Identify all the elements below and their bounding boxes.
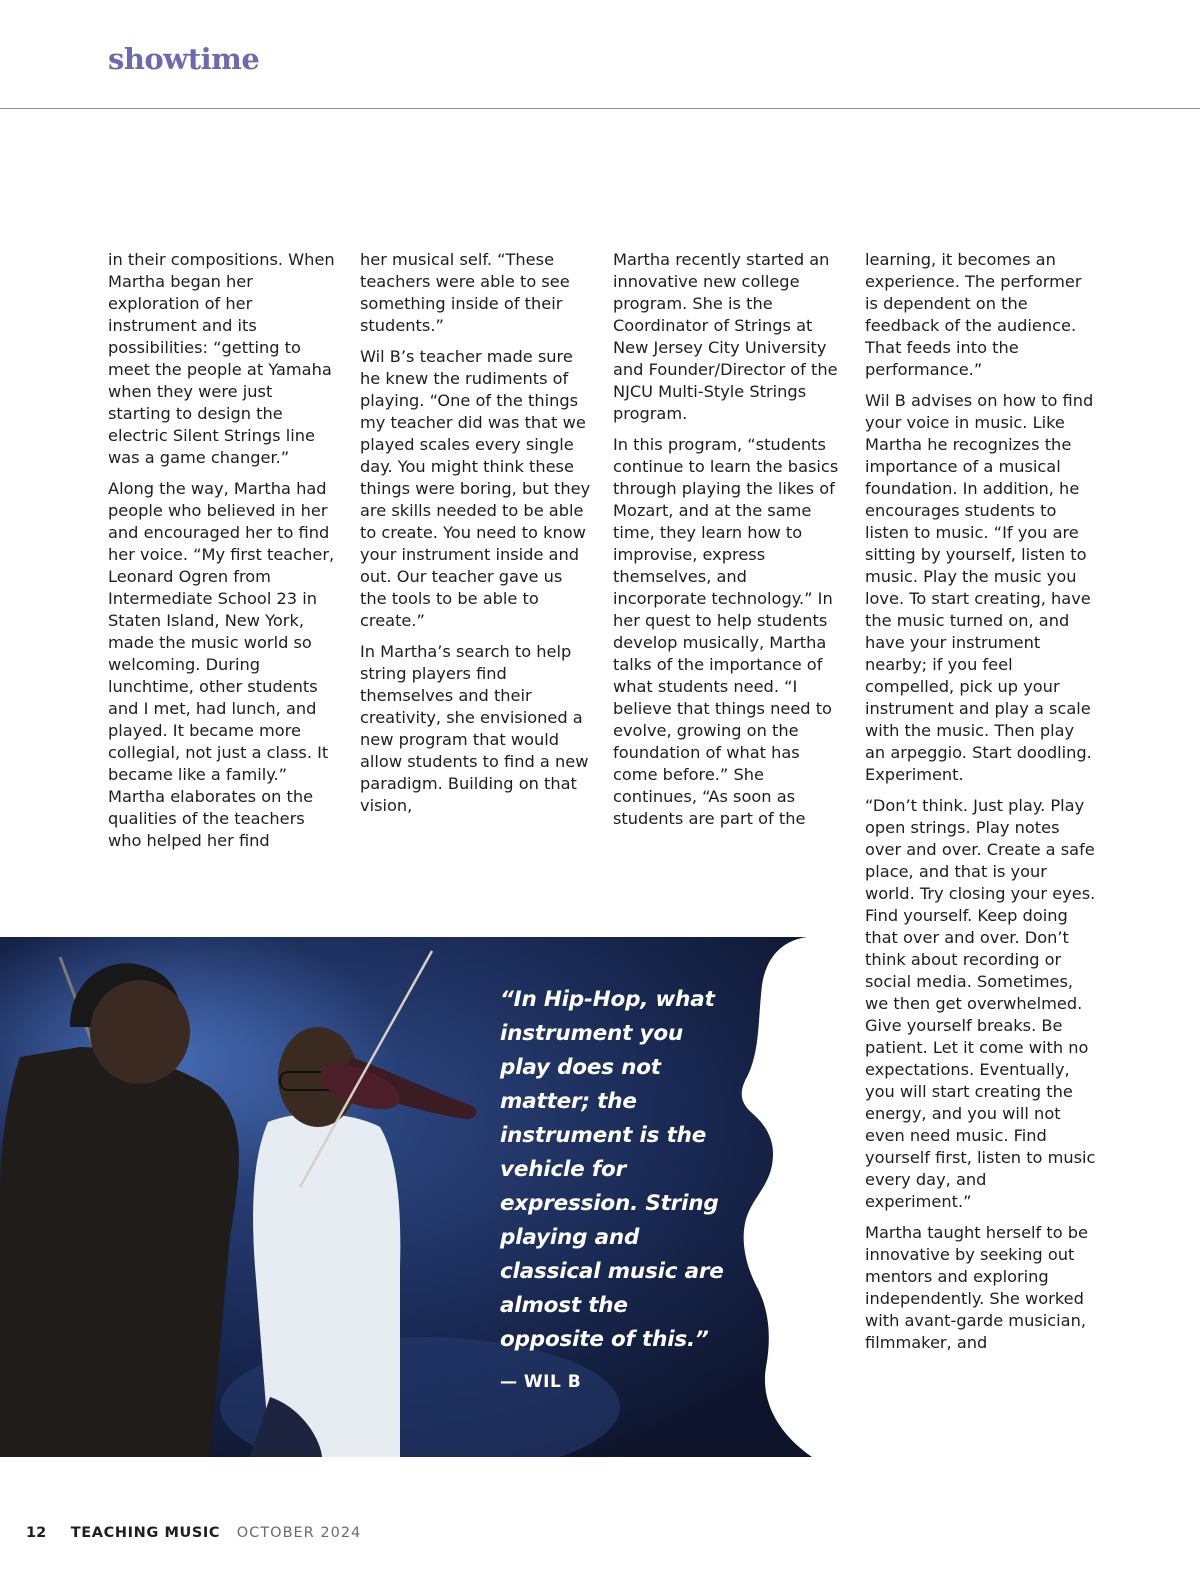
pull-quote: “In Hip-Hop, what instrument you play does not matter; the instrument is the vehicle for expression. String playing and classical music are almost the opposite of this.” [500,987,724,1352]
article-column-2 [360,249,592,826]
paragraph: Wil B’s teacher made sure he knew the rudiments of playing. “One of the things my teacher did was that we played scales every single day. You might think these things were boring, but they are skills needed to be able to create. You need to know your instrument inside and out. Our teacher gave us the tools to be able to create.” [360,347,591,630]
section-title: showtime [108,42,260,76]
paragraph: Wil B advises on how to find your voice in music. Like Martha he recognizes the importance of a musical foundation. In addition, he encourages students to listen to music. “If you are sitting by yourself, listen to music. Play the music you love. To start creating, have the music turned on, and have your instrument nearby; if you feel compelled, pick up your instrument and play a scale with the music. Then play an arpeggio. Start doodling. Experiment. [865,391,1094,784]
pull-quote-attribution: — WIL B [500,1372,582,1392]
paragraph: in their compositions. When Martha began her exploration of her instrument and its possibilities: “getting to meet the people at Yamaha when they were just starting to design the electric Silent Strings line was a game changer.” [108,250,335,467]
paragraph: her musical self. “These teachers were able to see something inside of their students.” [360,250,570,335]
paragraph: learning, it becomes an experience. The performer is dependent on the feedback of the audience. That feeds into the performance.” [865,250,1082,379]
magazine-title: TEACHING MUSIC [70,1525,221,1541]
paragraph: In this program, “students continue to learn the basics through playing the likes of Mozart, and at the same time, they learn how to improvise, express themselves, and incorporate technology.” In her quest to help students develop musically, Martha talks of the importance of what students need. “I believe that things need to evolve, growing on the foundation of what has come before.” She continues, “As soon as students are part of the [613,435,839,828]
paragraph: Martha taught herself to be innovative by seeking out mentors and exploring independently. She worked with avant-garde musician, filmmaker, and [865,1223,1089,1352]
article-column-3 [613,249,845,839]
paragraph: Along the way, Martha had people who believed in her and encouraged her to find her voice. “My first teacher, Leonard Ogren from Intermediate School 23 in Staten Island, New York, made the music world so welcoming. During lunchtime, other students and I met, had lunch, and played. It became more collegial, not just a class. It became like a family.” Martha elaborates on the qualities of the teachers who helped her find [108,479,335,850]
paragraph: Martha recently started an innovative new college program. She is the Coordinator of Strings at New Jersey City University and Founder/Director of the NJCU Multi-Style Strings program. [613,250,838,423]
paragraph: “Don’t think. Just play. Play open strings. Play notes over and over. Create a safe place, and that is your world. Try closing your eyes. Find yourself. Keep doing that over and over. Don’t think about recording or social media. Sometimes, we then get overwhelmed. Give yourself breaks. Be patient. Let it come with no expectations. Eventually, you will start creating the energy, and you will not even need music. Find yourself first, listen to music every day, and experiment.” [865,796,1096,1211]
page-footer [26,1525,361,1541]
paragraph: In Martha’s search to help string players find themselves and their creativity, she envisioned a new program that would allow students to find a new paradigm. Building on that vision, [360,642,589,815]
issue-date: OCTOBER 2024 [236,1525,362,1541]
page-number: 12 [26,1525,47,1541]
article-column-1 [108,249,340,861]
header-rule [0,108,1200,109]
